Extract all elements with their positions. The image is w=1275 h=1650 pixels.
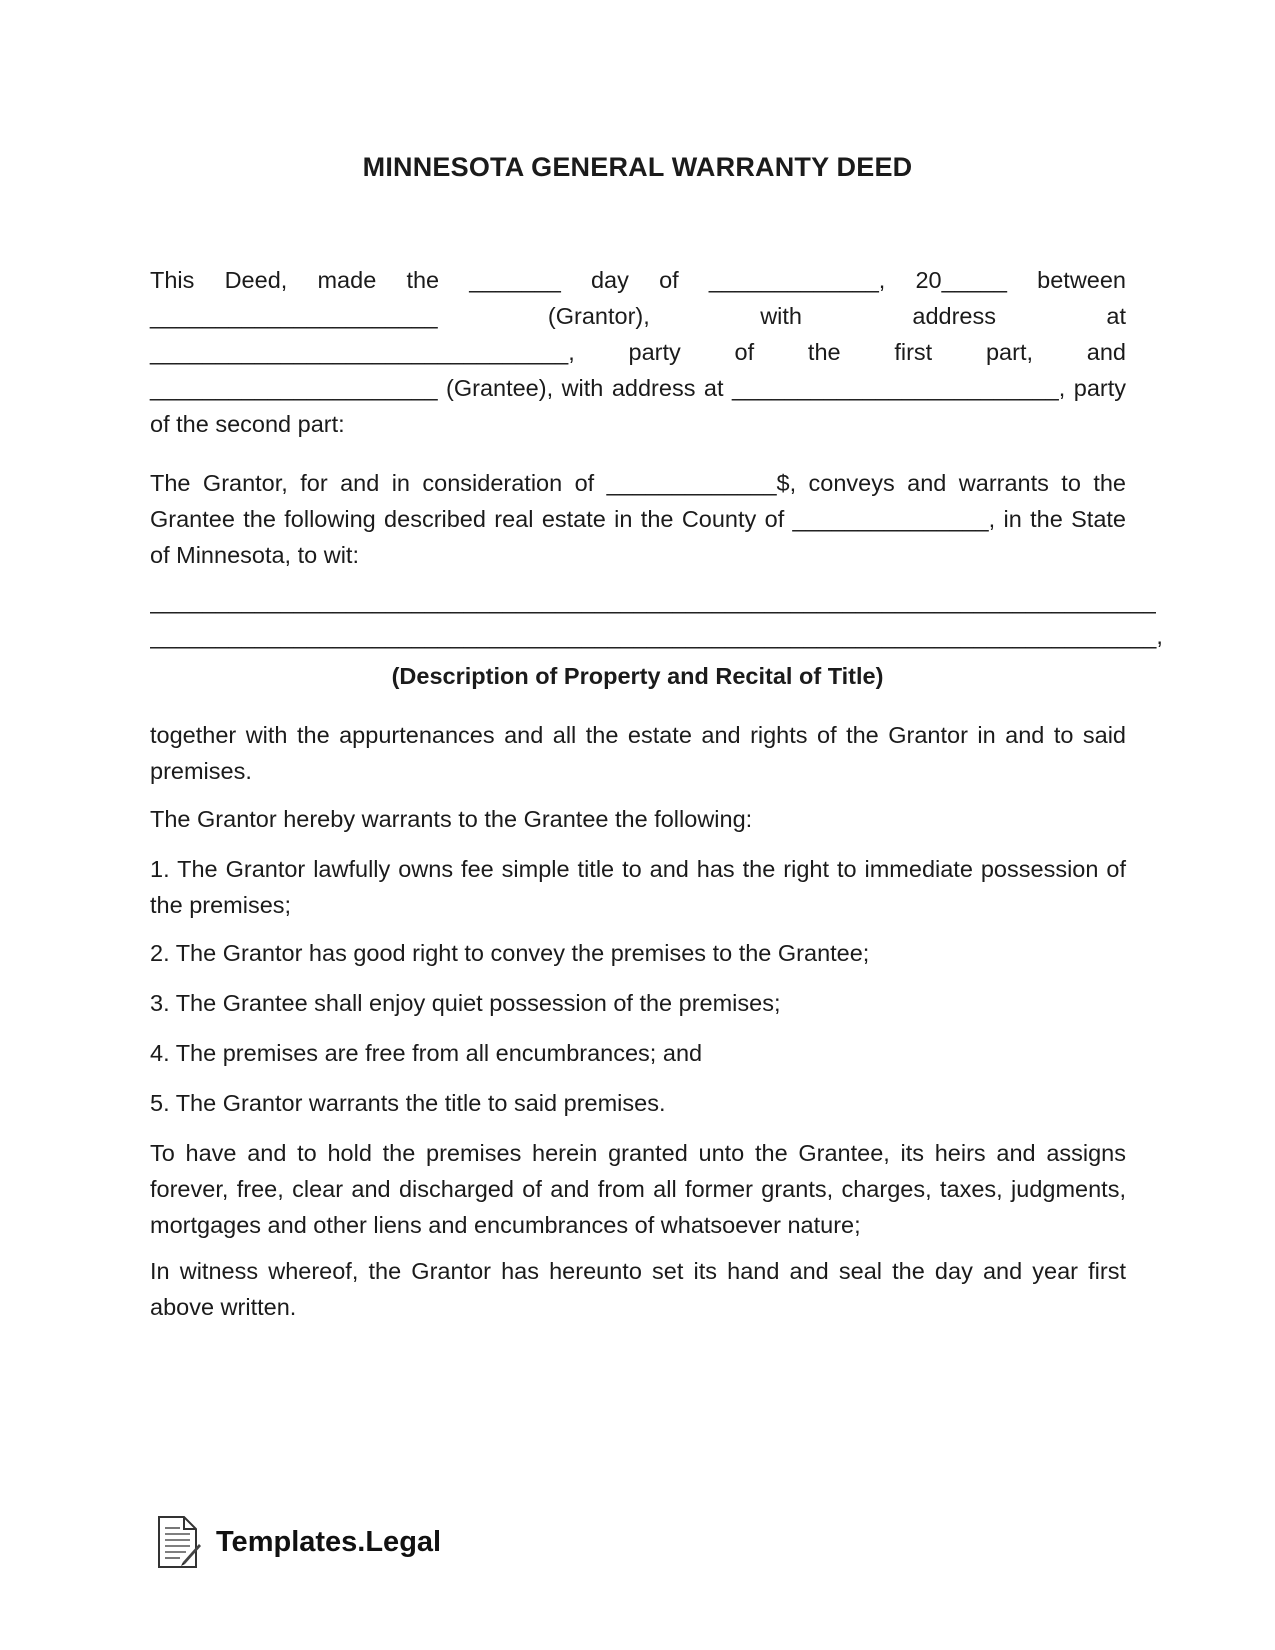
witness-paragraph: In witness whereof, the Grantor has hereunto set its hand and seal the day and year first above written. [150,1258,1126,1320]
appurtenances-paragraph: together with the appurtenances and all the estate and rights of the Grantor in and to said premises. [150,722,1126,784]
property-description-heading: (Description of Property and Recital of Title) [391,663,884,689]
consideration-paragraph: The Grantor, for and in consideration of _____________$, conveys and warrants to the Grantee the following described real estate in the County of _______________, in the State of Minnesota, to wit: [150,470,1126,568]
property-blank-line-1: _____________________________________________________________________________ [150,588,1157,614]
document-pen-icon [156,1514,202,1570]
warranty-item-2: 2. The Grantor has good right to convey the premises to the Grantee; [150,940,870,966]
warranty-item-4: 4. The premises are free from all encumbrances; and [150,1040,703,1066]
warranty-item-5: 5. The Grantor warrants the title to said premises. [150,1090,666,1116]
brand-name: Templates.Legal [216,1525,442,1558]
warranties-intro: The Grantor hereby warrants to the Grantee the following: [150,806,753,832]
warranty-item-3: 3. The Grantee shall enjoy quiet possession of the premises; [150,990,781,1016]
warranty-item-1: 1. The Grantor lawfully owns fee simple title to and has the right to immediate possession of the premises; [150,856,1126,918]
habendum-paragraph: To have and to hold the premises herein granted unto the Grantee, its heirs and assigns forever, free, clear and discharged of and from all former grants, charges, taxes, judgments, mortgages and other liens and encumbrances of whatsoever nature; [150,1140,1126,1238]
footer-logo [156,1512,441,1572]
deed-intro-paragraph: This Deed, made the _______ day of _____________, 20_____ between ______________________ (Grantor), with address at ________________________________, party of the first part, and ______________________ (Grantee), with address at _________________________, party of the second part: [150,267,1126,437]
document-title: MINNESOTA GENERAL WARRANTY DEED [362,152,913,182]
property-blank-line-2: _____________________________________________________________________________, [150,623,1163,649]
